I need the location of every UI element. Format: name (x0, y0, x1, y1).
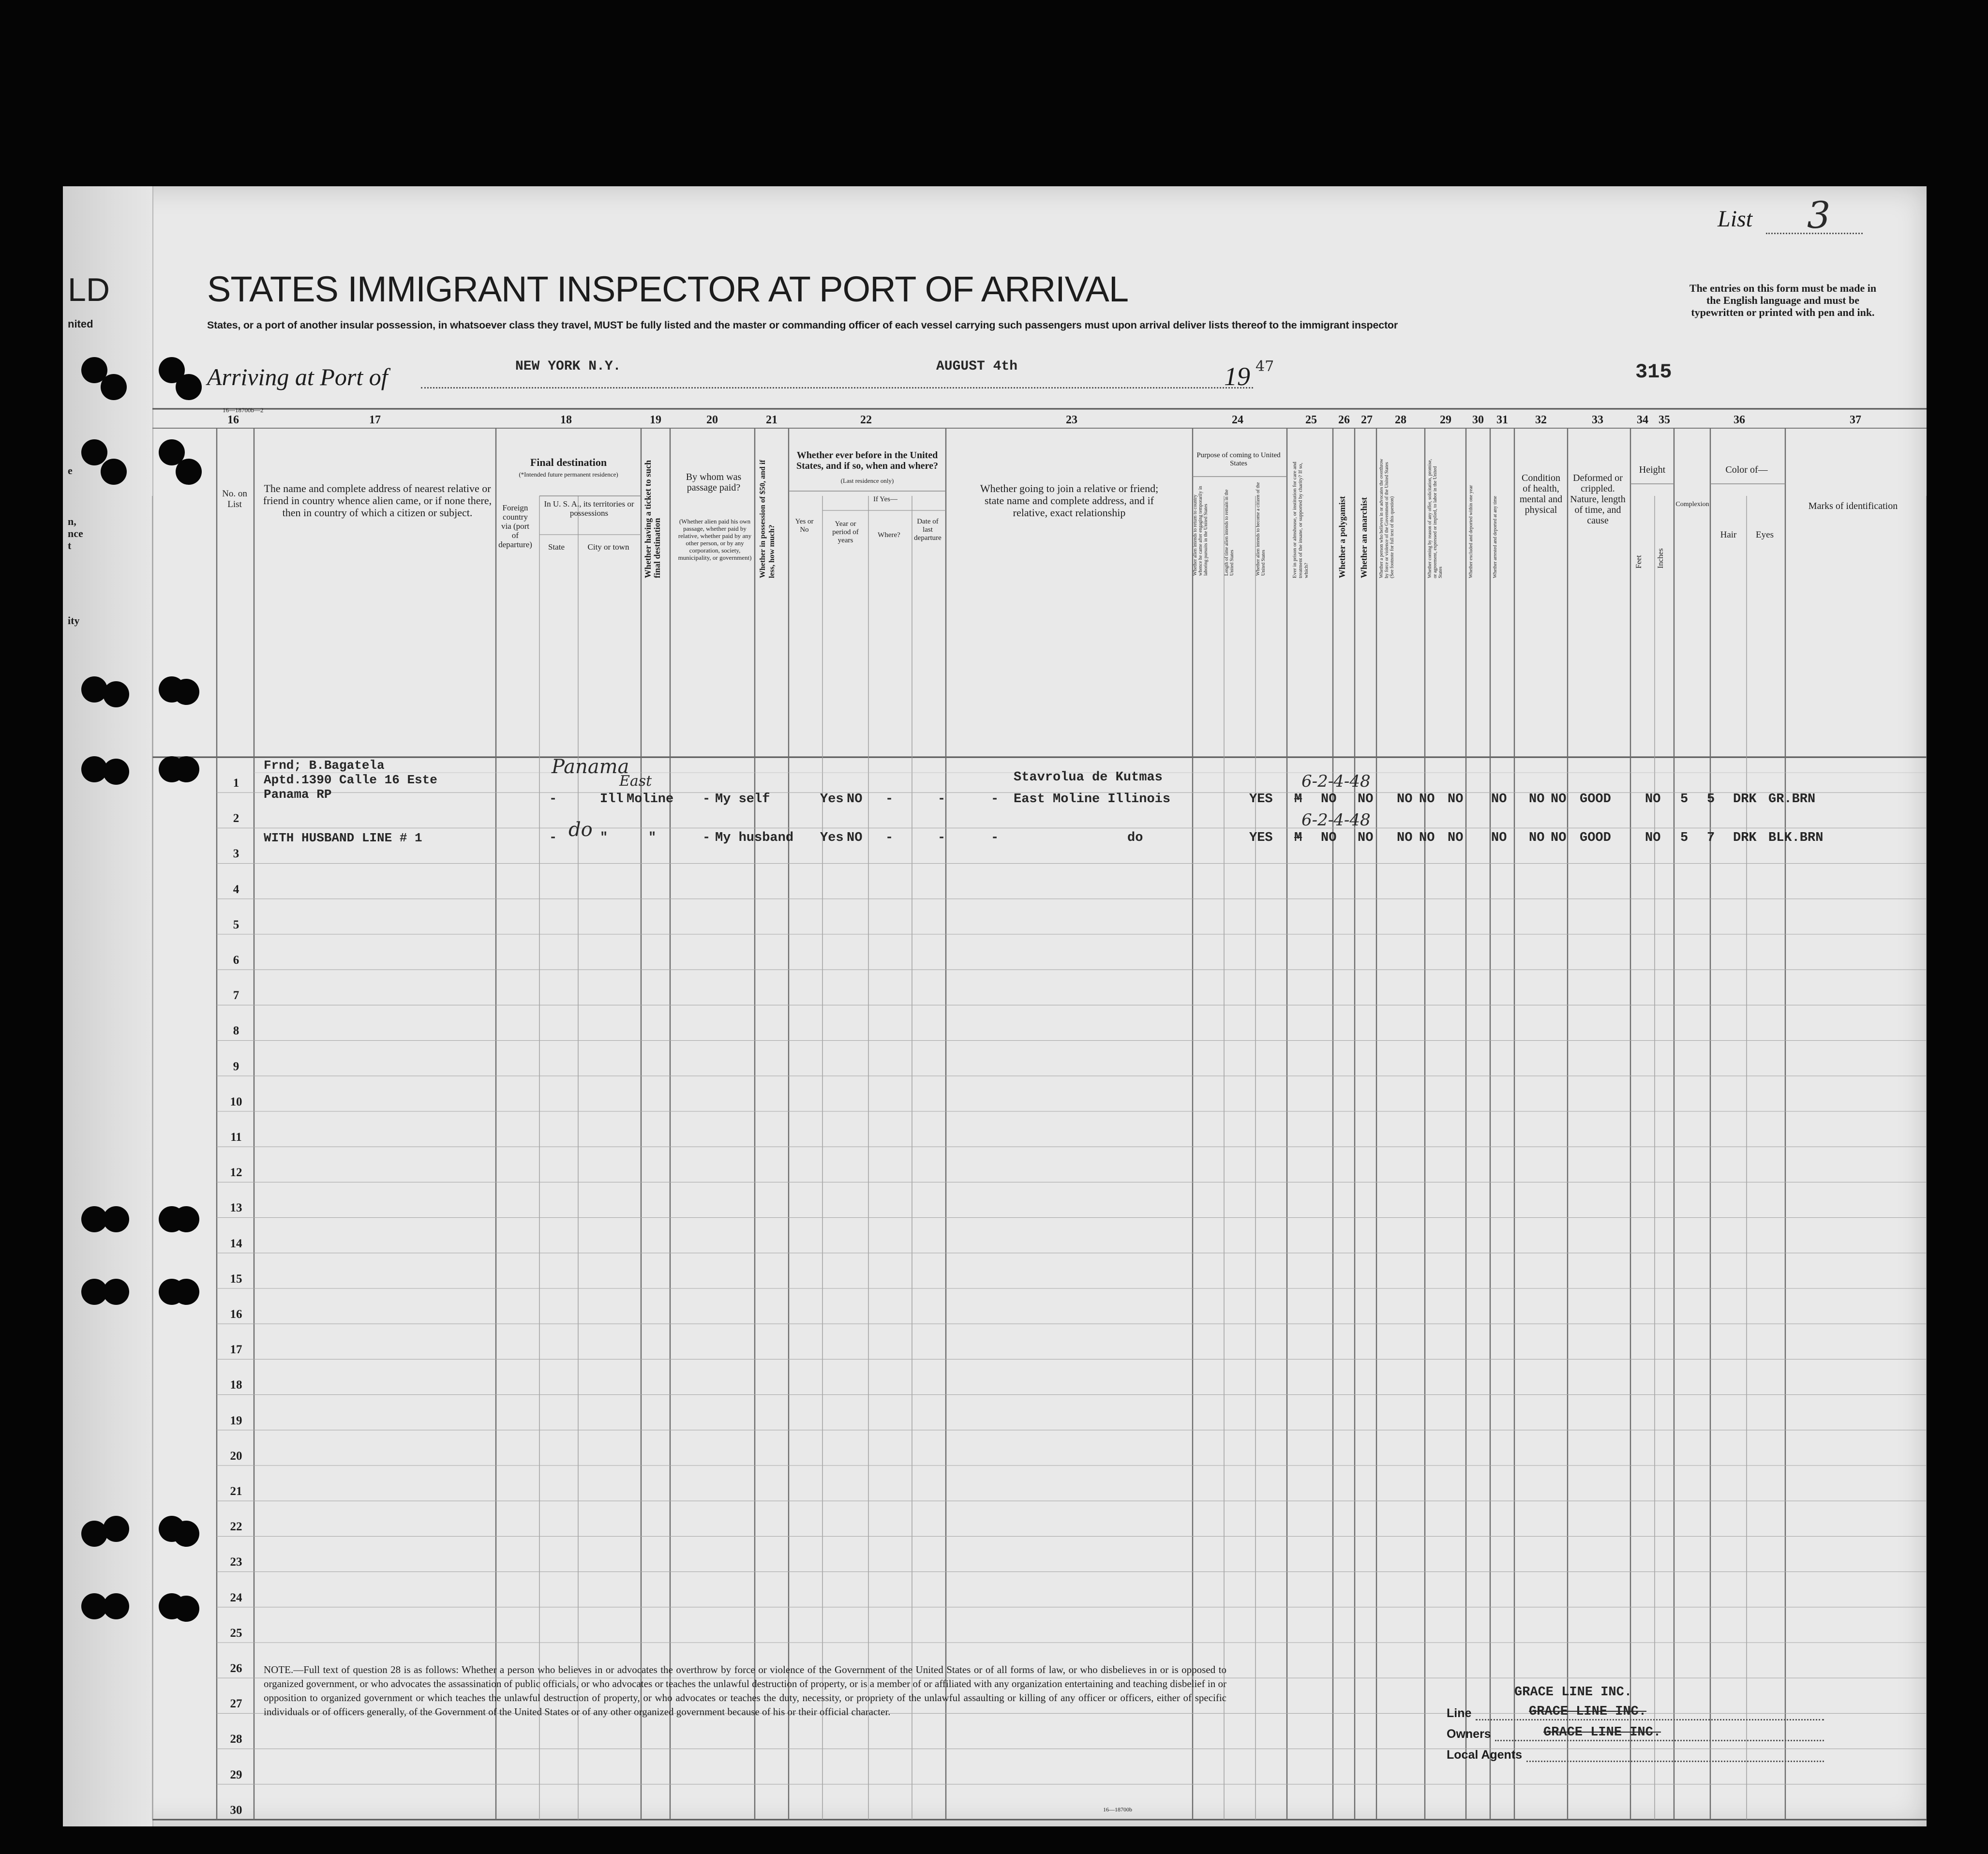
col18-subheader: (*Intended future permanent residence) (519, 471, 618, 478)
line-label: Line (1447, 1706, 1472, 1720)
col34-header: Height (1639, 464, 1666, 475)
column-number: 20 (706, 414, 718, 426)
hair-eyes-value: BLK.BRN (1768, 831, 1824, 845)
row-number: 2 (233, 812, 239, 825)
health-value: GOOD (1580, 792, 1611, 807)
col25-header: Ever in prison or almshouse, or institution for care and treatment of the insane, or supported by charity? If so, which? (1292, 462, 1309, 578)
col22-where: Where? (878, 531, 900, 539)
form-instructions: The entries on this form must be made in the English language and must be typewritten or printed with pen and ink. (1689, 282, 1877, 318)
column-number: 25 (1305, 414, 1317, 426)
row-number: 22 (230, 1520, 242, 1534)
citizen-intent-value: NO (1321, 792, 1337, 807)
col23-header: Whether going to join a relative or friend; state name and complete address, and if relative, exact relationship (980, 482, 1159, 519)
column-number: 16 (227, 414, 239, 426)
column-number: 27 (1361, 414, 1373, 426)
row-number: 16 (230, 1308, 242, 1321)
row-number: 20 (230, 1449, 242, 1463)
join-relative-line: East Moline Illinois (1014, 792, 1171, 807)
column-number: 28 (1395, 414, 1406, 426)
owners-value: GRACE LINE INC. (1543, 1725, 1661, 1740)
year-prefix: 19 (1224, 362, 1250, 391)
binder-hole (173, 1279, 199, 1305)
height-feet-value: 5 (1680, 831, 1689, 845)
port-value: NEW YORK N.Y. (515, 359, 621, 374)
binder-hole (173, 1596, 199, 1622)
join-relative-line: Stavrolua de Kutmas (1014, 770, 1163, 785)
column-number: 31 (1496, 414, 1508, 426)
prison-value: NO (1358, 831, 1374, 845)
row-number: 15 (230, 1272, 242, 1286)
where-value: - (938, 831, 946, 845)
column-number: 23 (1066, 414, 1077, 426)
possession-value: Yes (820, 792, 844, 807)
return-intent-value: YES (1249, 792, 1273, 807)
binder-hole (103, 1593, 129, 1619)
left-fragment-ld: LD (68, 271, 110, 308)
overthrow-value: NO (1448, 792, 1464, 807)
state-value: Ill (600, 792, 624, 807)
row-number: 28 (230, 1733, 242, 1746)
complexion-value: DRK (1733, 792, 1757, 807)
row-number: 12 (230, 1166, 242, 1180)
relative-address-line: Panama RP (264, 787, 332, 802)
row-number: 5 (233, 918, 239, 931)
footer-form-code: 16—18700b (1103, 1806, 1132, 1813)
binder-hole (176, 374, 202, 400)
citizen-intent-value: NO (1321, 831, 1337, 845)
column-number: 26 (1338, 414, 1350, 426)
list-number: 3 (1807, 194, 1831, 237)
relative-address-line: WITH HUSBAND LINE # 1 (264, 831, 422, 845)
passage-paid-value: My self (715, 792, 770, 807)
length-stay-value: M (1294, 831, 1302, 845)
left-strip-fragment: e (68, 464, 73, 477)
col35-header: Complexion (1675, 501, 1709, 508)
manifest-sheet (63, 186, 1927, 1826)
binder-hole (81, 439, 107, 465)
city-value: Moline (627, 792, 674, 807)
height-feet-value: 5 (1680, 792, 1689, 807)
deformed-value: NO (1645, 831, 1661, 845)
city-handwritten: East (619, 773, 652, 790)
row-number: 30 (230, 1803, 242, 1817)
stamp-number: 315 (1635, 360, 1672, 384)
relative-address-line: Aptd.1390 Calle 16 Este (264, 773, 437, 787)
col24b-header: Length of time alien intends to remain in the United States (1224, 489, 1235, 576)
column-number: 35 (1659, 414, 1670, 426)
col27-header: Whether an anarchist (1359, 497, 1369, 578)
binder-hole (103, 1279, 129, 1305)
binder-hole (173, 1521, 199, 1547)
column-number: 24 (1232, 414, 1243, 426)
row-number: 26 (230, 1662, 242, 1675)
row-number: 19 (230, 1414, 242, 1427)
binder-hole (173, 1206, 199, 1232)
deformed-value: NO (1645, 792, 1661, 807)
col18-header: Final destination (530, 456, 607, 468)
foreign-dash: - (549, 792, 557, 807)
prison-value: NO (1358, 792, 1374, 807)
health-value: GOOD (1580, 831, 1611, 845)
departure-date-value: - (991, 831, 999, 845)
year-value: 47 (1256, 358, 1274, 375)
col22-year: Year or period of years (832, 520, 859, 544)
left-fragment-nited: nited (68, 318, 93, 330)
col22-subheader: (Last residence only) (840, 477, 894, 484)
line-value: GRACE LINE INC. (1529, 1704, 1647, 1719)
col16-header: No. on List (222, 489, 247, 509)
col28-header: Whether a person who believes in or advocates the overthrow by force or violence of the Government of the United States (See footnote for full text of this question) (1379, 459, 1395, 578)
row-number: 23 (230, 1555, 242, 1569)
height-inches-value: 7 (1707, 831, 1715, 845)
polygamist-value: NO (1397, 792, 1413, 807)
col36-hair: Hair (1720, 530, 1737, 540)
row-number: 17 (230, 1343, 242, 1357)
relative-address-line: Frnd; B.Bagatela (264, 758, 385, 773)
row-number: 4 (233, 882, 239, 896)
column-number: 29 (1440, 414, 1451, 426)
column-number: 34 (1637, 414, 1648, 426)
col19-header: Whether having a ticket to such final destination (643, 460, 662, 578)
form-grid (63, 186, 1927, 1826)
column-number: 19 (650, 414, 661, 426)
col26-header: Whether a polygamist (1337, 496, 1347, 578)
length-stay-handwritten: 6-2-4-48 (1301, 772, 1371, 791)
column-number: 32 (1535, 414, 1547, 426)
col30-header: Whether excluded and deported within one year (1468, 485, 1474, 578)
return-intent-value: YES (1249, 831, 1273, 845)
arrested-value: NO (1551, 792, 1567, 807)
row-number: 11 (230, 1131, 242, 1144)
row-number: 9 (233, 1060, 239, 1073)
col36-header: Color of— (1725, 464, 1768, 475)
line-field-line (1476, 1719, 1824, 1720)
binder-hole (173, 756, 199, 782)
state-value: " (600, 831, 608, 845)
binder-hole (103, 681, 129, 707)
line-value-top: GRACE LINE INC. (1514, 1685, 1632, 1700)
arrested-value: NO (1551, 831, 1567, 845)
possession-value: Yes (820, 831, 844, 845)
row-number: 7 (233, 989, 239, 1002)
binder-hole (103, 1206, 129, 1232)
owners-label: Owners (1447, 1727, 1491, 1741)
col34-feet: Feet (1635, 555, 1643, 568)
column-number: 22 (860, 414, 872, 426)
row-number: 27 (230, 1697, 242, 1711)
binder-hole (101, 459, 127, 485)
passage-paid-value: My husband (715, 831, 794, 845)
binder-hole (103, 759, 129, 785)
ticket-dash: - (703, 792, 711, 807)
left-strip-fragment: t (68, 539, 72, 552)
offer-value: NO (1491, 792, 1507, 807)
binder-hole (176, 459, 202, 485)
overthrow-value: NO (1448, 831, 1464, 845)
anarchist-value: NO (1419, 792, 1435, 807)
column-number: 21 (766, 414, 777, 426)
anarchist-value: NO (1419, 831, 1435, 845)
left-strip-fragment: n, (68, 515, 76, 527)
col22-if-yes: If Yes— (873, 495, 897, 503)
arriving-label: Arriving at Port of (207, 363, 388, 390)
offer-value: NO (1491, 831, 1507, 845)
row-number: 24 (230, 1591, 242, 1604)
before-in-us-value: NO (847, 792, 863, 807)
col18-city-header: City or town (587, 542, 629, 552)
foreign-country-handwritten: Panama (552, 756, 629, 778)
row-number: 3 (233, 847, 239, 861)
city-value: " (648, 831, 657, 845)
list-number-line (1766, 233, 1863, 234)
column-number: 33 (1592, 414, 1603, 426)
row-number: 8 (233, 1024, 239, 1038)
col22-header: Whether ever before in the United States, and if so, when and where? (796, 450, 938, 471)
row-number: 6 (233, 954, 239, 967)
col17-header: The name and complete address of nearest relative or friend in country whence alien came, or if none there, then in country of which a citizen or subject. (263, 482, 492, 519)
port-line (421, 387, 1253, 389)
col21-header: Whether in possession of $50, and if less, how much? (759, 460, 776, 578)
length-stay-handwritten: 6-2-4-48 (1301, 810, 1371, 830)
excluded-value: NO (1529, 792, 1545, 807)
column-number: 17 (369, 414, 381, 426)
row-number: 21 (230, 1485, 242, 1498)
left-strip-fragment: ity (68, 614, 80, 627)
before-in-us-value: NO (847, 831, 863, 845)
hair-eyes-value: GR.BRN (1768, 792, 1816, 807)
col24a-header: Whether alien intends to return to country whence he came after engaging temporarily in laboring pursuits in the United States (1193, 486, 1209, 576)
col20-subheader: (Whether alien paid his own passage, whether paid by relative, whether paid by any other person, or by any corporation, society, municipality, or government) (678, 518, 752, 561)
row-number: 29 (230, 1768, 242, 1781)
binder-hole (103, 1516, 129, 1542)
col36-eyes: Eyes (1756, 530, 1774, 540)
col24c-header: Whether alien intends to become a citizen of the United States (1256, 482, 1266, 576)
binder-hole (101, 374, 127, 400)
length-stay-value: M (1294, 792, 1302, 807)
column-number: 30 (1472, 414, 1484, 426)
col22-yes-no: Yes or No (795, 518, 814, 534)
col33-header: Deformed or crippled. Nature, length of time, and cause (1570, 473, 1626, 526)
col29-header: Whether coming by reason of any offer, solicitation, promise, or agreement, expressed or implied, to labor in the United States (1427, 459, 1443, 578)
where-value: - (938, 792, 946, 807)
page-subtitle: States, or a port of another insular possession, in whatsoever class they travel, MUST be fully listed and the master or commanding officer of each vessel carrying such passengers must upon arrival deliver lists thereof to the immigrant inspector (207, 319, 1398, 331)
complexion-value: DRK (1733, 831, 1757, 845)
owners-field-line (1495, 1740, 1824, 1741)
agents-field-line (1526, 1761, 1824, 1762)
arrival-date: AUGUST 4th (936, 359, 1018, 374)
year-period-value: - (885, 792, 894, 807)
col20-header: By whom was passage paid? (686, 472, 742, 493)
col34-inches: Inches (1657, 548, 1665, 568)
excluded-value: NO (1529, 831, 1545, 845)
col37-header: Marks of identification (1808, 501, 1898, 511)
row-number: 10 (230, 1095, 242, 1108)
col18-state-header: State (548, 542, 565, 552)
col18-foreign-header: Foreign country via (port of departure) (498, 503, 532, 549)
ticket-dash: - (703, 831, 711, 845)
column-number: 36 (1734, 414, 1745, 426)
row-number: 1 (233, 777, 239, 790)
join-relative-line: do (1127, 831, 1143, 845)
polygamist-value: NO (1397, 831, 1413, 845)
col22-date: Date of last departure (914, 518, 942, 542)
column-number: 37 (1850, 414, 1861, 426)
row-number: 13 (230, 1201, 242, 1215)
col32-header: Condition of health, mental and physical (1519, 473, 1563, 515)
left-strip-fragment: nce (68, 527, 83, 539)
year-period-value: - (885, 831, 894, 845)
column-number: 18 (560, 414, 572, 426)
departure-date-value: - (991, 792, 999, 807)
binder-hole (173, 679, 199, 705)
row-number: 25 (230, 1626, 242, 1640)
col24-header: Purpose of coming to United States (1196, 451, 1281, 467)
height-inches-value: 5 (1707, 792, 1715, 807)
footnote-question-28: NOTE.—Full text of question 28 is as follows: Whether a person who believes in or advocates the overthrow by force or violence of the Government of the United States or of all forms of law, or who disbelieves in or is opposed to organized government, or who advocates the assassination of public officials, or who advocates or teaches the unlawful destruction of property, or is a member of or affiliated with any organization entertaining and teaching disbelief in or opposition to organized government or which teaches the unlawful destruction of property, or who advocates or teaches the duty, necessity, or propriety of the unlawful assaulting or killing of any officer or officers, either of specific individuals or of officers generally, of the Government of the United States or of any other organized government because of his or their official character. (264, 1664, 1226, 1718)
local-agents-label: Local Agents (1447, 1748, 1523, 1762)
row-number: 18 (230, 1378, 242, 1392)
col18-usa-header: In U. S. A., its territories or possessions (544, 499, 634, 518)
page-title: STATES IMMIGRANT INSPECTOR AT PORT OF ARRIVAL (207, 269, 1129, 309)
form-code: 16—18700b—2 (223, 406, 264, 414)
foreign-country-handwritten: do (568, 819, 593, 841)
list-label: List (1718, 206, 1753, 232)
row-number: 14 (230, 1237, 242, 1250)
foreign-dash: - (549, 831, 557, 845)
col31-header: Whether arrested and deported at any time (1493, 496, 1498, 578)
